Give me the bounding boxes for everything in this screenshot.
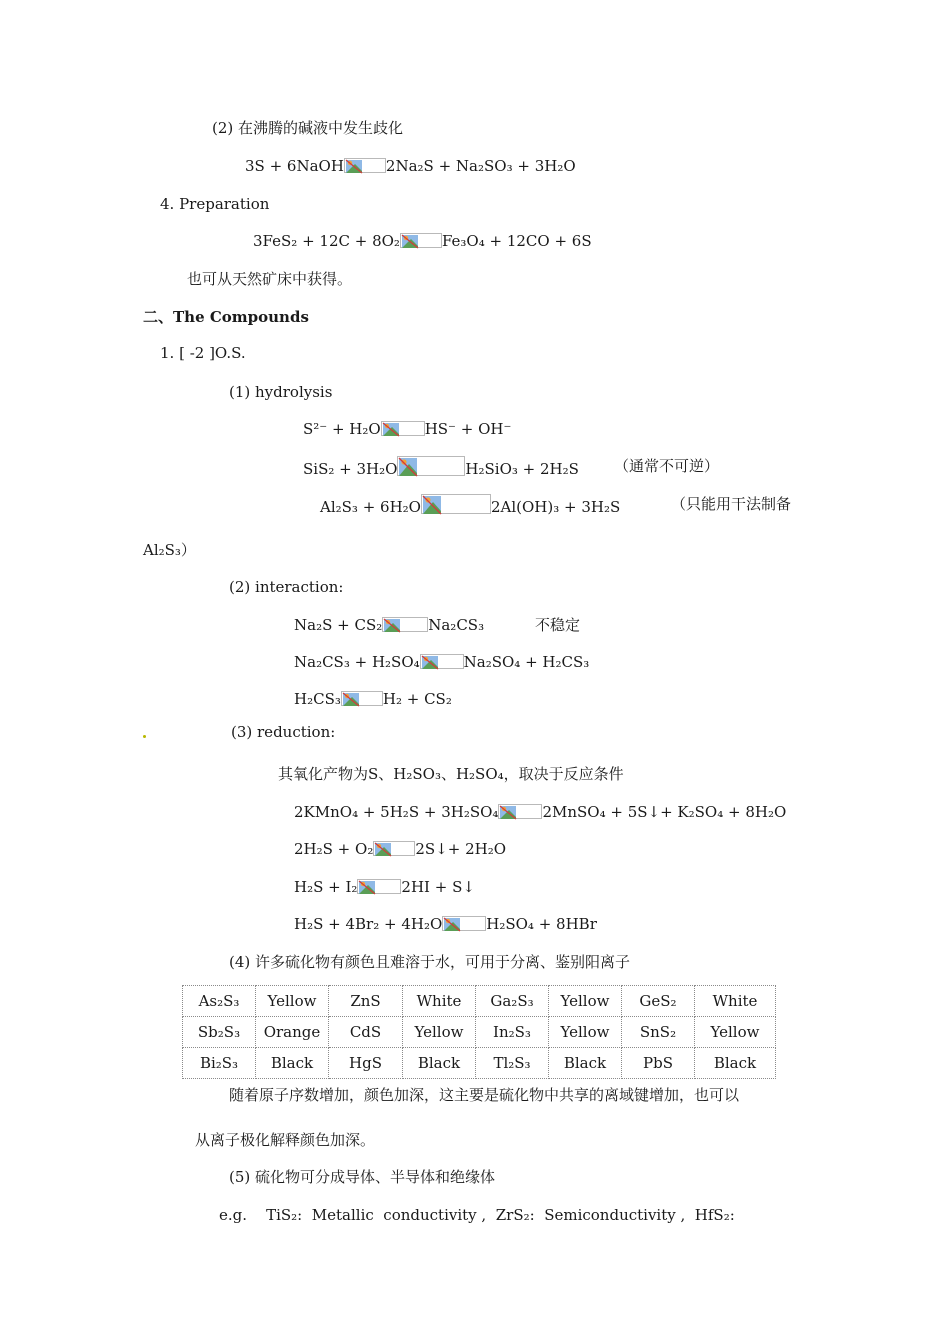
hydrolysis-note-irreversible: （通常不可逆）: [614, 457, 720, 475]
table-cell: Yellow: [549, 986, 622, 1017]
table-cell: Tl₂S₃: [476, 1048, 549, 1079]
item4-heading: 4. Preparation: [160, 195, 270, 213]
colors-note-line1: 随着原子序数增加，颜色加深，这主要是硫化物中共享的离域键增加，也可以: [229, 1086, 740, 1104]
table-cell: GeS₂: [622, 986, 695, 1017]
equation-lhs: H₂S + 4Br₂ + 4H₂O: [294, 915, 443, 933]
table-cell: HgS: [329, 1048, 403, 1079]
equation-rhs: HS⁻ + OH⁻: [424, 420, 512, 438]
equation-rhs: H₂SiO₃ + 2H₂S: [465, 460, 579, 478]
equation-hydrolysis-3: [320, 494, 620, 517]
table-cell: Black: [256, 1048, 329, 1079]
equation-hydrolysis-2: [303, 456, 579, 479]
section-title: 二、The Compounds: [143, 308, 309, 326]
equation-lhs: Na₂CS₃ + H₂SO₄: [294, 653, 420, 671]
hydrolysis-heading: (1) hydrolysis: [229, 383, 333, 401]
table-cell: White: [695, 986, 776, 1017]
table-cell: Black: [695, 1048, 776, 1079]
item4-note: 也可从天然矿床中获得。: [187, 270, 353, 288]
reaction-arrow-image-icon: [400, 233, 442, 248]
table-row: [183, 1048, 776, 1079]
colors-heading: (4) 许多硫化物有颜色且难溶于水，可用于分离、鉴别阳离子: [229, 953, 631, 971]
table-row: [183, 1017, 776, 1048]
reduction-heading: (3) reduction:: [231, 723, 336, 741]
reaction-arrow-image-icon: [421, 494, 491, 514]
equation-rhs: Na₂SO₄ + H₂CS₃: [463, 653, 590, 671]
table-cell: Yellow: [256, 986, 329, 1017]
table-cell: Orange: [256, 1017, 329, 1048]
table-cell: Yellow: [695, 1017, 776, 1048]
table-cell: Sb₂S₃: [183, 1017, 256, 1048]
equation-rhs: 2S↓+ 2H₂O: [415, 840, 507, 858]
equation-rhs: Na₂CS₃: [428, 616, 485, 634]
equation-lhs: 3S + 6NaOH: [245, 157, 344, 175]
conductors-heading: (5) 硫化物可分成导体、半导体和绝缘体: [229, 1168, 496, 1186]
stray-mark: [143, 735, 146, 738]
equation-interaction-3: [294, 689, 452, 709]
table-cell: White: [403, 986, 476, 1017]
table-cell: In₂S₃: [476, 1017, 549, 1048]
interaction-note-unstable: 不稳定: [535, 616, 581, 634]
reaction-arrow-image-icon: [382, 617, 428, 632]
reaction-arrow-image-icon: [344, 158, 386, 173]
colors-note-line2: 从离子极化解释颜色加深。: [195, 1131, 376, 1149]
equation-lhs: Al₂S₃ + 6H₂O: [320, 498, 421, 516]
equation-hydrolysis-1: [303, 419, 511, 439]
interaction-heading: (2) interaction:: [229, 578, 344, 596]
table-cell: Ga₂S₃: [476, 986, 549, 1017]
equation-reduction-2: [294, 839, 506, 859]
equation-lhs: H₂S + I₂: [294, 878, 358, 896]
table-row: [183, 986, 776, 1017]
reaction-arrow-image-icon: [498, 804, 542, 819]
equation-lhs: Na₂S + CS₂: [294, 616, 383, 634]
equation-lhs: S²⁻ + H₂O: [303, 420, 381, 438]
subsection-heading: 1. [ -2 ]O.S.: [160, 344, 246, 362]
table-cell: Yellow: [549, 1017, 622, 1048]
sulfide-color-table: [182, 985, 776, 1079]
equation-lhs: 2KMnO₄ + 5H₂S + 3H₂SO₄: [294, 803, 499, 821]
equation-preparation: [253, 231, 592, 251]
equation-disproportionation: [245, 156, 576, 176]
table-cell: Black: [403, 1048, 476, 1079]
table-cell: As₂S₃: [183, 986, 256, 1017]
equation-rhs: 2MnSO₄ + 5S↓+ K₂SO₄ + 8H₂O: [542, 803, 787, 821]
equation-reduction-1: [294, 802, 786, 822]
reaction-arrow-image-icon: [357, 879, 401, 894]
reaction-arrow-image-icon: [341, 691, 383, 706]
reaction-arrow-image-icon: [397, 456, 465, 476]
table-cell: Black: [549, 1048, 622, 1079]
equation-rhs: H₂ + CS₂: [382, 690, 452, 708]
table-cell: SnS₂: [622, 1017, 695, 1048]
table-cell: Yellow: [403, 1017, 476, 1048]
equation-interaction-2: [294, 652, 589, 672]
equation-lhs: 3FeS₂ + 12C + 8O₂: [253, 232, 400, 250]
equation-interaction-1: [294, 615, 484, 635]
equation-rhs: Fe₃O₄ + 12CO + 6S: [441, 232, 592, 250]
reaction-arrow-image-icon: [381, 421, 425, 436]
equation-rhs: 2Na₂S + Na₂SO₃ + 3H₂O: [385, 157, 576, 175]
table-cell: CdS: [329, 1017, 403, 1048]
hydrolysis-note-continuation: Al₂S₃）: [143, 541, 196, 559]
equation-rhs: H₂SO₄ + 8HBr: [486, 915, 597, 933]
equation-reduction-3: [294, 877, 475, 897]
reaction-arrow-image-icon: [420, 654, 464, 669]
conductors-example: e.g. TiS₂: Metallic conductivity , ZrS₂: Semiconductivity , HfS₂:: [219, 1206, 735, 1224]
hydrolysis-note-dry-method: （只能用干法制备: [671, 495, 792, 513]
item2-heading: (2) 在沸腾的碱液中发生歧化: [212, 119, 404, 137]
reaction-arrow-image-icon: [373, 841, 415, 856]
equation-reduction-4: [294, 914, 597, 934]
table-cell: PbS: [622, 1048, 695, 1079]
reaction-arrow-image-icon: [442, 916, 486, 931]
table-cell: Bi₂S₃: [183, 1048, 256, 1079]
reduction-intro: 其氧化产物为S、H₂SO₃、H₂SO₄，取决于反应条件: [278, 765, 624, 783]
equation-lhs: 2H₂S + O₂: [294, 840, 374, 858]
equation-lhs: H₂CS₃: [294, 690, 341, 708]
table-cell: ZnS: [329, 986, 403, 1017]
equation-rhs: 2Al(OH)₃ + 3H₂S: [490, 498, 621, 516]
equation-rhs: 2HI + S↓: [401, 878, 475, 896]
equation-lhs: SiS₂ + 3H₂O: [303, 460, 398, 478]
